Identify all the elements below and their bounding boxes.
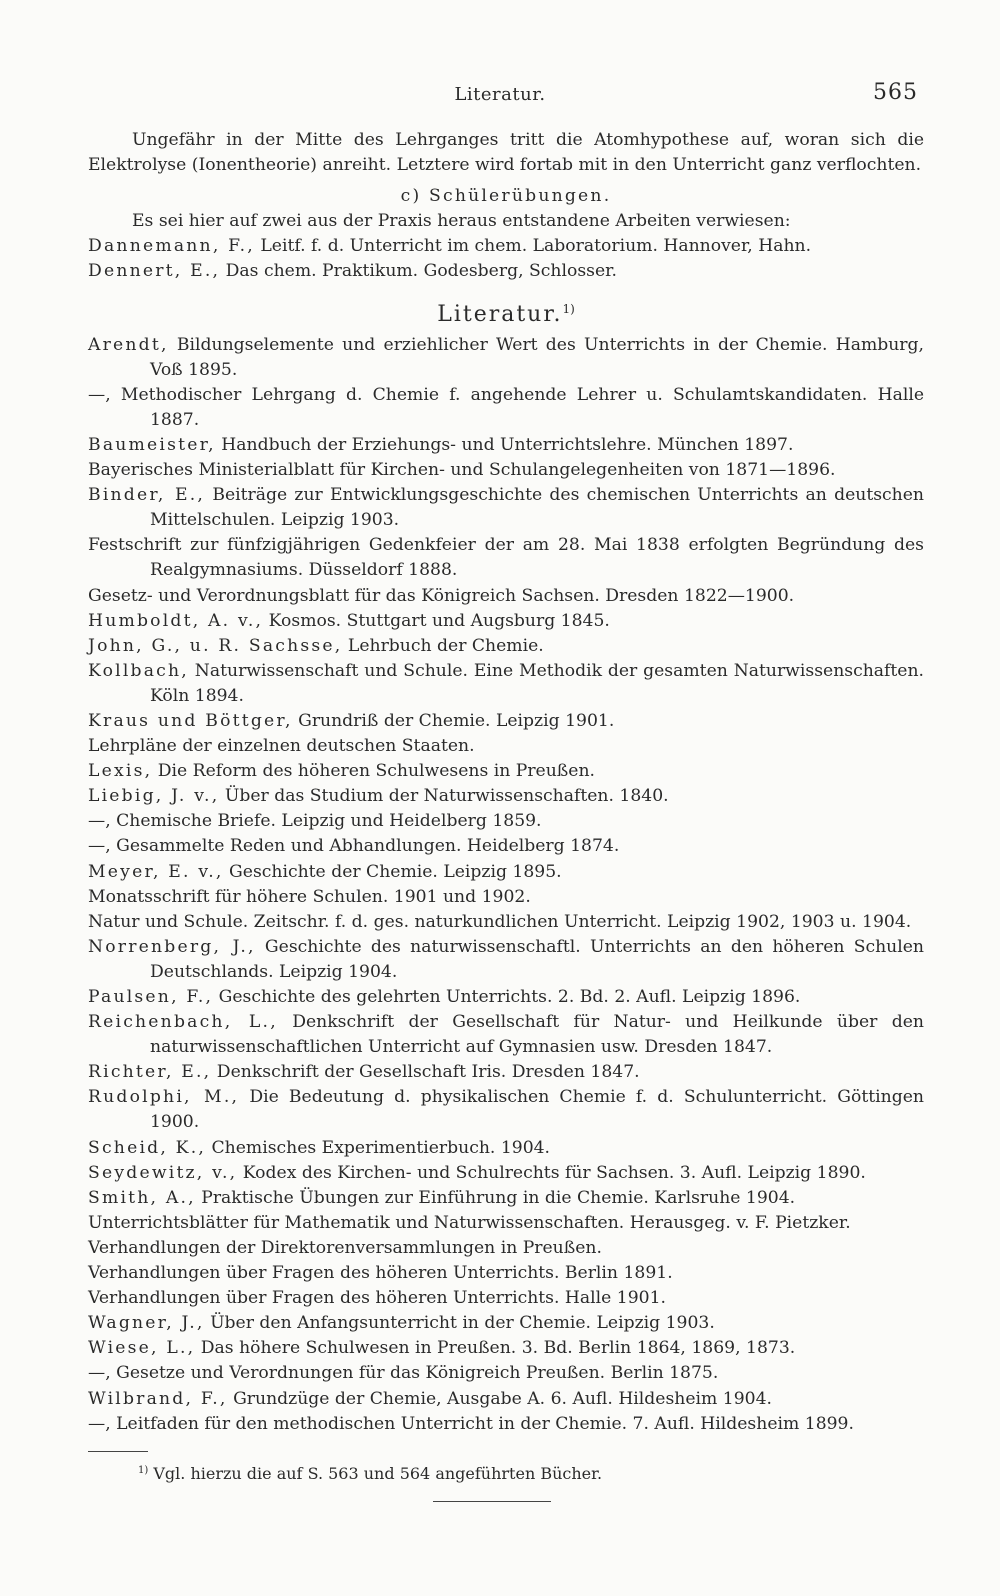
bibliography-entry [88,1311,924,1336]
entry-text: Lehrpläne der einzelnen deutschen Staaten. [88,736,475,757]
entry-text: Die Bedeutung d. physikalischen Chemie f. d. Schulunterricht. Göttingen 1900. [150,1087,924,1133]
section-heading: Literatur.$^{1)}$ [437,301,575,327]
entry-text: Beiträge zur Entwicklungsgeschichte des chemischen Unterrichts an deutschen Mittelschulen. Leipzig 1903. [150,485,924,531]
entry-text: Handbuch der Erziehungs- und Unterrichtslehre. München 1897. [215,434,794,455]
bibliography-entry [88,1336,924,1361]
bibliography-entry [88,483,924,533]
bibliography-entry [88,383,924,433]
bibliography-entry [88,709,924,734]
bibliography-entry [88,885,924,910]
footnote-mark: 1) [138,1464,149,1476]
entry-text: Das chem. Praktikum. Godesberg, Schlosser. [220,261,617,282]
entry-author: Kraus und Böttger, [88,710,293,731]
bibliography-entry [88,1412,924,1437]
bibliography-entry [88,1211,924,1236]
entry-text: Das höhere Schulwesen in Preußen. 3. Bd. Berlin 1864, 1869, 1873. [195,1338,796,1359]
bibliography-entry [88,1085,924,1135]
entry-text: Denkschrift der Gesellschaft Iris. Dresden 1847. [211,1062,640,1083]
entry-text: Über den Anfangsunterricht in der Chemie. Leipzig 1903. [204,1313,715,1334]
bibliography-list [88,333,924,1437]
bibliography-entry [88,935,924,985]
entry-author: Binder, E., [88,485,206,506]
bibliography-entry [88,809,924,834]
entry-author: Norrenberg, J., [88,936,256,957]
bibliography-entry [88,910,924,935]
entry-text: —, Chemische Briefe. Leipzig und Heidelberg 1859. [88,811,542,832]
entry-text: Naturwissenschaft und Schule. Eine Methodik der gesamten Naturwissenschaften. Köln 1894. [150,660,924,706]
entry-author: Lexis, [88,761,153,782]
entry-author: Dannemann, F., [88,236,255,257]
entry-text: Bildungselemente und erziehlicher Wert des Unterrichts in der Chemie. Hamburg, Voß 1895. [150,334,924,380]
entry-text: Kosmos. Stuttgart und Augsburg 1845. [263,610,610,631]
entry-text: Über das Studium der Naturwissenschaften. 1840. [219,786,669,807]
entry-text: Grundzüge der Chemie, Ausgabe A. 6. Aufl. Hildesheim 1904. [227,1388,773,1409]
entry-text: Chemisches Experimentierbuch. 1904. [206,1137,551,1158]
bibliography-entry [88,584,924,609]
subsection-text: Es sei hier auf zwei aus der Praxis heraus entstandene Arbeiten verwiesen: [132,211,791,232]
bibliography-entry [88,1060,924,1085]
footnote-divider [88,1451,148,1452]
entry-author: Arendt, [88,334,169,355]
entry-text: Verhandlungen über Fragen des höheren Unterrichts. Berlin 1891. [88,1263,673,1284]
entry-author: Kollbach, [88,660,189,681]
bibliography-entry [88,1286,924,1311]
entry-author: Paulsen, F., [88,987,214,1007]
entry-text: Geschichte des gelehrten Unterrichts. 2. Bd. 2. Aufl. Leipzig 1896. [213,987,801,1007]
entry-author: Smith, A., [88,1187,196,1208]
subsection-label: c) Schülerübungen. [400,186,612,207]
bibliography-entry [88,1361,924,1386]
bibliography-entry [88,458,924,483]
entry-author: Seydewitz, v., [88,1162,238,1183]
entry-text: Gesetz- und Verordnungsblatt für das Königreich Sachsen. Dresden 1822—1900. [88,585,795,606]
entry-text: Denkschrift der Gesellschaft für Natur- und Heilkunde über den naturwissenschaftlichen Unterricht auf Gymnasien usw. Dresden 1847. [150,1012,924,1058]
bibliography-entry [88,659,924,709]
intro-paragraph: Ungefähr in der Mitte des Lehrganges tritt die Atomhypothese auf, woran sich die Elektrolyse (Ionentheorie) anreiht. Letztere wird fortab mit in den Unterricht ganz verflochten. [88,130,924,176]
entry-text: Bayerisches Ministerialblatt für Kirchen- und Schulangelegenheiten von 1871—1896. [88,460,836,481]
entry-author: Richter, E., [88,1062,212,1083]
entry-author: Scheid, K., [88,1137,207,1158]
bibliography-entry [88,609,924,634]
entry-text: Natur und Schule. Zeitschr. f. d. ges. naturkundlichen Unterricht. Leipzig 1902, 1903 u. 1904. [88,911,912,932]
entry-text: Geschichte des naturwissenschaftl. Unterrichts an den höheren Schulen Deutschlands. Leipzig 1904. [150,936,924,982]
bibliography-entry [88,1010,924,1060]
bibliography-entry [88,433,924,458]
entry-author: Wagner, J., [88,1313,205,1334]
running-header: Literatur. [454,84,546,105]
entry-text: —, Gesetze und Verordnungen für das Königreich Preußen. Berlin 1875. [88,1363,719,1384]
bibliography-entry [88,1136,924,1161]
footnote-reference: 1) [562,301,575,316]
entry-author: Dennert, E., [88,261,221,282]
bibliography-entry [88,333,924,383]
footnote-text: Vgl. hierzu die auf S. 563 und 564 angeführten Bücher. [148,1463,603,1483]
bibliography-entry [88,259,924,284]
entry-author: Humboldt, A. v., [88,610,264,631]
bibliography-entry [88,234,924,259]
bibliography-entry [88,634,924,659]
bibliography-entry [88,1236,924,1261]
entry-author: Reichenbach, L., [88,1012,278,1033]
bibliography-entry [88,834,924,859]
entry-author: Liebig, J. v., [88,786,220,807]
entry-text: Grundriß der Chemie. Leipzig 1901. [292,710,615,731]
entry-text: Unterrichtsblätter für Mathematik und Naturwissenschaften. Herausgeg. v. F. Pietzker. [88,1212,851,1233]
entry-author: Rudolphi, M., [88,1087,240,1108]
bibliography-entry [88,1387,924,1412]
entry-text: Lehrbuch der Chemie. [342,635,544,656]
entry-text: Festschrift zur fünfzigjährigen Gedenkfeier der am 28. Mai 1838 erfolgten Begründung des Realgymnasiums. Düsseldorf 1888. [88,535,924,581]
bibliography-entry [88,784,924,809]
entry-author: Wiese, L., [88,1338,196,1359]
entry-text: Geschichte der Chemie. Leipzig 1895. [223,861,562,882]
entry-text: Praktische Übungen zur Einführung in die Chemie. Karlsruhe 1904. [195,1187,796,1208]
page-content [88,128,924,1502]
entry-text: Kodex des Kirchen- und Schulrechts für Sachsen. 3. Aufl. Leipzig 1890. [237,1162,866,1183]
entry-text: —, Methodischer Lehrgang d. Chemie f. angehende Lehrer u. Schulamtskandidaten. Halle 1887. [88,384,924,430]
page-number: 565 [873,80,918,105]
entry-author: Wilbrand, F., [88,1388,228,1409]
bibliography-entry [88,1186,924,1211]
entry-text: Monatsschrift für höhere Schulen. 1901 und 1902. [88,886,531,907]
bibliography-entry [88,1161,924,1186]
bibliography-entry [88,734,924,759]
entry-text: Die Reform des höheren Schulwesens in Preußen. [152,761,595,782]
entry-text: Leitf. f. d. Unterricht im chem. Laboratorium. Hannover, Hahn. [254,236,812,257]
bibliography-entry [88,860,924,885]
entry-author: John, G., u. R. Sachsse, [88,635,343,656]
entry-text: Verhandlungen über Fragen des höheren Unterrichts. Halle 1901. [88,1288,666,1309]
bibliography-entry [88,533,924,583]
bibliography-entry [88,759,924,784]
entry-text: —, Gesammelte Reden und Abhandlungen. Heidelberg 1874. [88,836,620,857]
bibliography-entry [88,1261,924,1286]
entry-author: Baumeister, [88,434,216,455]
practical-works-list [88,234,924,284]
entry-author: Meyer, E. v., [88,861,224,882]
entry-text: Verhandlungen der Direktorenversammlungen in Preußen. [88,1237,602,1258]
footnote [88,1460,924,1485]
entry-text: —, Leitfaden für den methodischen Unterricht in der Chemie. 7. Aufl. Hildesheim 1899. [88,1413,854,1434]
bibliography-entry [88,985,924,1010]
end-divider [433,1501,551,1502]
